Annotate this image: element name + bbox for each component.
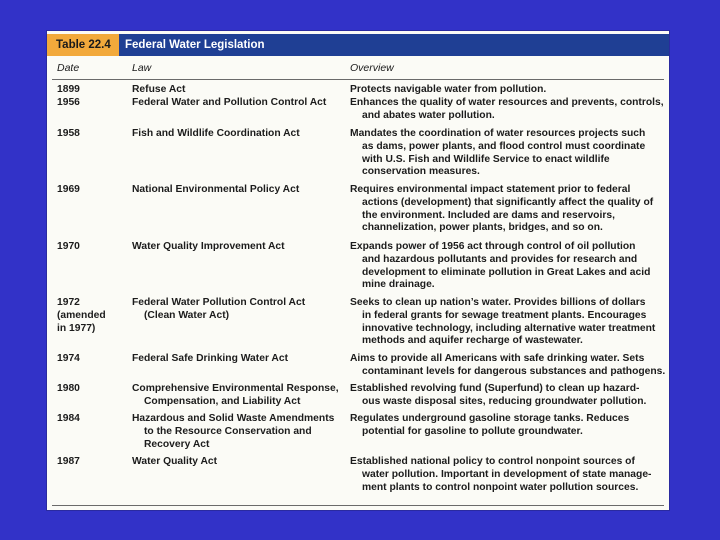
table-header xyxy=(47,62,669,76)
cell-date-line: 1980 xyxy=(57,383,80,394)
cell-date xyxy=(57,456,127,469)
cell-overview-line: water pollution. Important in development of state manage- xyxy=(362,468,652,480)
cell-overview xyxy=(350,413,666,439)
cell-overview xyxy=(350,353,666,379)
cell-date-line: 1969 xyxy=(57,184,80,195)
cell-law xyxy=(132,383,342,409)
cell-law-line: Fish and Wildlife Coordination Act xyxy=(132,128,300,139)
cell-law xyxy=(132,456,342,469)
cell-overview-line: channelization, power plants, bridges, and so on. xyxy=(362,222,603,234)
cell-law xyxy=(132,353,342,366)
cell-date xyxy=(57,353,127,366)
cell-law-line: Recovery Act xyxy=(144,438,210,450)
table-title-bar xyxy=(47,34,669,56)
cell-law-line: Comprehensive Environmental Response, xyxy=(132,383,339,394)
cell-law xyxy=(132,97,342,110)
cell-overview-line: ous waste disposal sites, reducing groundwater pollution. xyxy=(362,395,647,407)
cell-overview-line: Enhances the quality of water resources and prevents, controls, xyxy=(350,97,664,108)
cell-overview xyxy=(350,84,666,97)
bottom-rule xyxy=(52,505,664,506)
cell-date-line: 1974 xyxy=(57,353,80,364)
cell-date xyxy=(57,297,127,335)
cell-law xyxy=(132,184,342,197)
cell-overview-line: Protects navigable water from pollution. xyxy=(350,84,547,95)
cell-overview-line: contaminant levels for dangerous substances and pathogens. xyxy=(362,365,666,377)
cell-overview-line: Established national policy to control nonpoint sources of xyxy=(350,456,635,467)
header-overview: Overview xyxy=(350,62,394,74)
cell-date-line: in 1977) xyxy=(57,322,96,334)
cell-law-line: to the Resource Conservation and xyxy=(144,425,312,437)
cell-overview-line: development to eliminate pollution in Great Lakes and acid xyxy=(362,266,651,278)
cell-overview-line: actions (development) that significantly affect the quality of xyxy=(362,196,654,208)
cell-overview xyxy=(350,128,666,179)
cell-law xyxy=(132,241,342,254)
cell-overview-line: the environment. Included are dams and reservoirs, xyxy=(362,209,615,221)
cell-date xyxy=(57,128,127,141)
header-date: Date xyxy=(57,62,80,74)
cell-overview-line: mine drainage. xyxy=(362,279,435,291)
cell-overview-line: Seeks to clean up nation’s water. Provides billions of dollars xyxy=(350,297,646,308)
cell-overview-line: Mandates the coordination of water resources projects such xyxy=(350,128,646,139)
cell-date-line: 1987 xyxy=(57,456,80,467)
cell-law xyxy=(132,297,342,323)
cell-overview-line: with U.S. Fish and Wildlife Service to enact wildlife xyxy=(362,153,610,165)
cell-date-line: 1899 xyxy=(57,84,80,95)
cell-overview-line: in federal grants for sewage treatment plants. Encourages xyxy=(362,309,647,321)
cell-date-line: 1956 xyxy=(57,97,80,108)
cell-overview xyxy=(350,456,666,494)
cell-law-line: Water Quality Improvement Act xyxy=(132,241,285,252)
cell-overview-line: methods and aquifer recharge of wastewater. xyxy=(362,335,583,347)
cell-overview xyxy=(350,97,666,123)
cell-date-line: 1958 xyxy=(57,128,80,139)
cell-overview xyxy=(350,241,666,292)
cell-date-line: (amended xyxy=(57,309,106,321)
cell-overview-line: Regulates underground gasoline storage tanks. Reduces xyxy=(350,413,630,424)
cell-date-line: 1972 xyxy=(57,297,80,308)
cell-law xyxy=(132,84,342,97)
cell-date xyxy=(57,241,127,254)
slide xyxy=(47,31,669,510)
header-rule xyxy=(52,79,664,80)
cell-date xyxy=(57,84,127,97)
cell-date xyxy=(57,184,127,197)
cell-law-line: National Environmental Policy Act xyxy=(132,184,300,195)
cell-date xyxy=(57,383,127,396)
cell-law-line: Refuse Act xyxy=(132,84,186,95)
cell-overview-line: and abates water pollution. xyxy=(362,109,495,121)
cell-law-line: Hazardous and Solid Waste Amendments xyxy=(132,413,335,424)
cell-date xyxy=(57,97,127,110)
cell-law-line: Water Quality Act xyxy=(132,456,218,467)
cell-date-line: 1984 xyxy=(57,413,80,424)
cell-date-line: 1970 xyxy=(57,241,80,252)
table-title: Federal Water Legislation xyxy=(125,39,265,51)
cell-overview-line: potential for gasoline to pollute groundwater. xyxy=(362,425,583,437)
cell-law xyxy=(132,128,342,141)
cell-law-line: Federal Safe Drinking Water Act xyxy=(132,353,289,364)
cell-overview-line: Requires environmental impact statement prior to federal xyxy=(350,184,631,195)
cell-overview-line: as dams, power plants, and flood control must coordinate xyxy=(362,140,646,152)
cell-overview xyxy=(350,184,666,235)
table-number: Table 22.4 xyxy=(47,34,119,56)
cell-overview-line: Expands power of 1956 act through control of oil pollution xyxy=(350,241,636,252)
cell-date xyxy=(57,413,127,426)
cell-overview-line: innovative technology, including alternative water treatment xyxy=(362,322,656,334)
cell-law-line: Federal Water Pollution Control Act xyxy=(132,297,306,308)
header-law: Law xyxy=(132,62,152,74)
cell-law-line: (Clean Water Act) xyxy=(144,309,230,321)
cell-law-line: Federal Water and Pollution Control Act xyxy=(132,97,327,108)
cell-overview-line: conservation measures. xyxy=(362,166,480,178)
cell-overview xyxy=(350,383,666,409)
cell-overview xyxy=(350,297,666,348)
cell-overview-line: ment plants to control nonpoint water pollution sources. xyxy=(362,481,639,493)
cell-law xyxy=(132,413,342,451)
cell-overview-line: and hazardous pollutants and provides for research and xyxy=(362,253,638,265)
cell-law-line: Compensation, and Liability Act xyxy=(144,395,301,407)
cell-overview-line: Aims to provide all Americans with safe drinking water. Sets xyxy=(350,353,645,364)
cell-overview-line: Established revolving fund (Superfund) to clean up hazard- xyxy=(350,383,640,394)
